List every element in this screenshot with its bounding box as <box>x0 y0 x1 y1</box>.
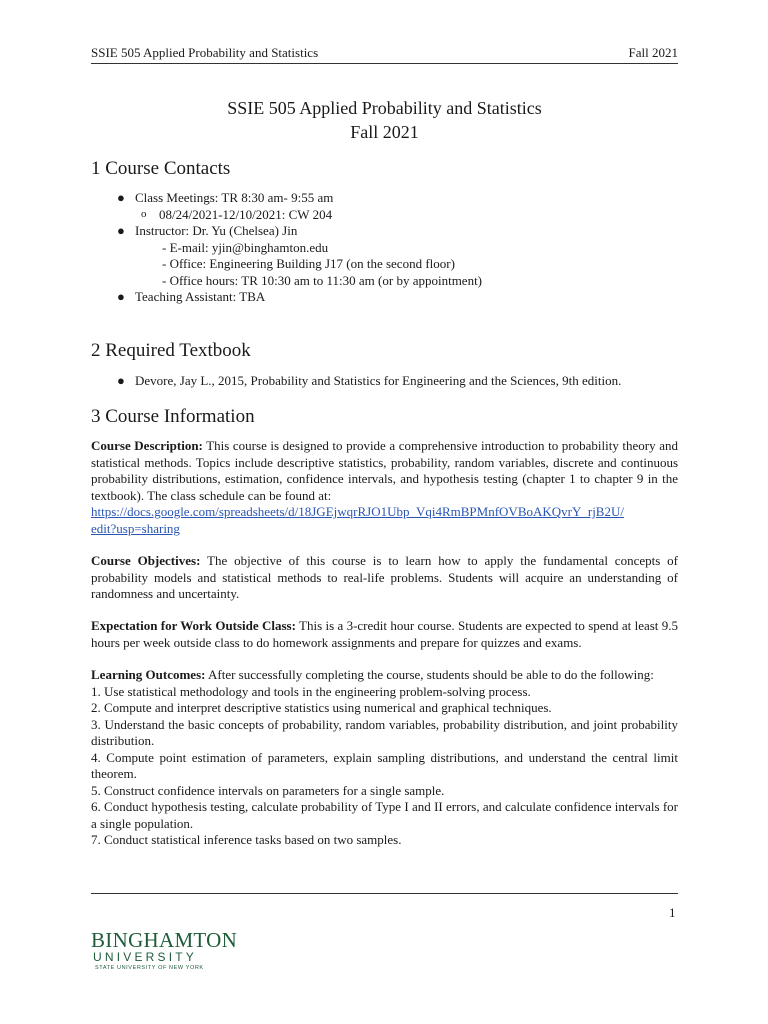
header-course-title: SSIE 505 Applied Probability and Statistics <box>91 45 319 60</box>
outcome-item: 3. Understand the basic concepts of probability, random variables, probability distribution, and joint probability distribution. <box>91 716 678 748</box>
course-description-label: Course Description: <box>91 438 203 453</box>
list-item-instructor: ● Instructor: Dr. Yu (Chelsea) Jin <box>117 223 298 238</box>
outcome-item: 5. Construct confidence intervals on parameters for a single sample. <box>91 782 445 798</box>
logo-brand-text: BINGHAMTON <box>91 928 238 952</box>
contacts-list <box>117 190 482 306</box>
instructor-office-hours: - Office hours: TR 10:30 am to 11:30 am (or by appointment) <box>162 272 483 288</box>
logo-state-text: STATE UNIVERSITY OF NEW YORK <box>95 965 204 971</box>
outcome-item: 2. Compute and interpret descriptive statistics using numerical and graphical techniques. <box>91 700 552 715</box>
learning-outcomes: Learning Outcomes: After successfully completing the course, students should be able to do the following: 1. Use statistical methodology and tools in the engineering problem-solving process. 2. Compute and interpret descriptive statistics using numerical and graphical techniques. 3. Understand the basic concepts of probability, random variables, probability distribution, and joint probability distribution. 4. Compute point estimation of parameters, explain sampling distributions, and understand the central limit theorem. 5. Construct confidence intervals on parameters for a single sample. 6. Conduct hypothesis testing, calculate probability of Type I and II errors, and calculate confidence intervals for a single population. 7. Conduct statistical inference tasks based on two samples. <box>91 667 678 847</box>
logo-university-text: UNIVERSITY <box>93 950 198 964</box>
schedule-link[interactable]: https://docs.google.com/spreadsheets/d/18JGEjwqrRJO1Ubp_Vqi4RmBPMnfOVBoAKQvrY_rjB2U/ edit?usp=sharing <box>91 504 624 536</box>
textbook-list <box>117 373 621 390</box>
bullet-icon: ● <box>117 223 125 238</box>
running-header <box>91 45 678 64</box>
learning-outcomes-label: Learning Outcomes: <box>91 667 206 682</box>
instructor-office: - Office: Engineering Building J17 (on the second floor) <box>162 256 455 271</box>
binghamton-logo <box>91 928 238 974</box>
title-course: SSIE 505 Applied Probability and Statistics <box>227 98 542 118</box>
course-description: Course Description: This course is designed to provide a comprehensive introduction to probability theory and statistical methods. Topics include descriptive statistics, probability, random variables, discrete and continuous probability distributions, estimation, confidence intervals, and hypothesis testing (chapter 1 to chapter 9 in the textbook). The class schedule can be found at: https://docs.google.com/spreadsheets/d/18JGEjwqrRJO1Ubp_Vqi4RmBPMnfOVBoAKQvrY_rjB2U/ edit?usp=sharing <box>91 438 678 536</box>
outcome-item: 4. Compute point estimation of parameters, explain sampling distributions, and understand the central limit theorem. <box>91 749 678 781</box>
document-title <box>91 96 678 144</box>
list-subitem-dates: o 08/24/2021-12/10/2021: CW 204 <box>141 206 333 222</box>
bullet-icon: ● <box>117 289 125 304</box>
course-objectives-label: Course Objectives: <box>91 553 201 568</box>
list-item-textbook: ● Devore, Jay L., 2015, Probability and Statistics for Engineering and the Sciences, 9th edition. <box>117 373 622 388</box>
page-number: 1 <box>669 905 676 920</box>
footer-divider <box>91 893 678 894</box>
circle-bullet-icon: o <box>141 207 147 220</box>
instructor-email: - E-mail: yjin@binghamton.edu <box>162 239 329 255</box>
course-objectives: Course Objectives: The objective of this course is to learn how to apply the fundamental concepts of probability models and statistical methods to real-life problems. Students will acquire an understanding of randomness and uncertainty. <box>91 553 678 601</box>
heading-course-information: 3 Course Information <box>91 406 255 427</box>
work-expectation-label: Expectation for Work Outside Class: <box>91 618 296 633</box>
header-term: Fall 2021 <box>628 45 678 60</box>
heading-required-textbook: 2 Required Textbook <box>91 340 251 361</box>
outcome-item: 6. Conduct hypothesis testing, calculate probability of Type I and II errors, and calculate confidence intervals for a single population. <box>91 799 678 831</box>
work-expectation: Expectation for Work Outside Class: This is a 3-credit hour course. Students are expected to spend at least 9.5 hours per week outside class to do homework assignments and prepare for quizzes and exams. <box>91 618 678 650</box>
outcome-item: 7. Conduct statistical inference tasks based on two samples. <box>91 832 402 847</box>
title-term: Fall 2021 <box>350 122 419 142</box>
list-item-teaching-assistant: ● Teaching Assistant: TBA <box>117 289 266 304</box>
bullet-icon: ● <box>117 190 125 205</box>
bullet-icon: ● <box>117 373 125 388</box>
outcome-item: 1. Use statistical methodology and tools in the engineering problem-solving process. <box>91 683 531 699</box>
list-item-class-meetings: ● Class Meetings: TR 8:30 am- 9:55 am <box>117 190 334 205</box>
heading-course-contacts: 1 Course Contacts <box>91 158 231 179</box>
